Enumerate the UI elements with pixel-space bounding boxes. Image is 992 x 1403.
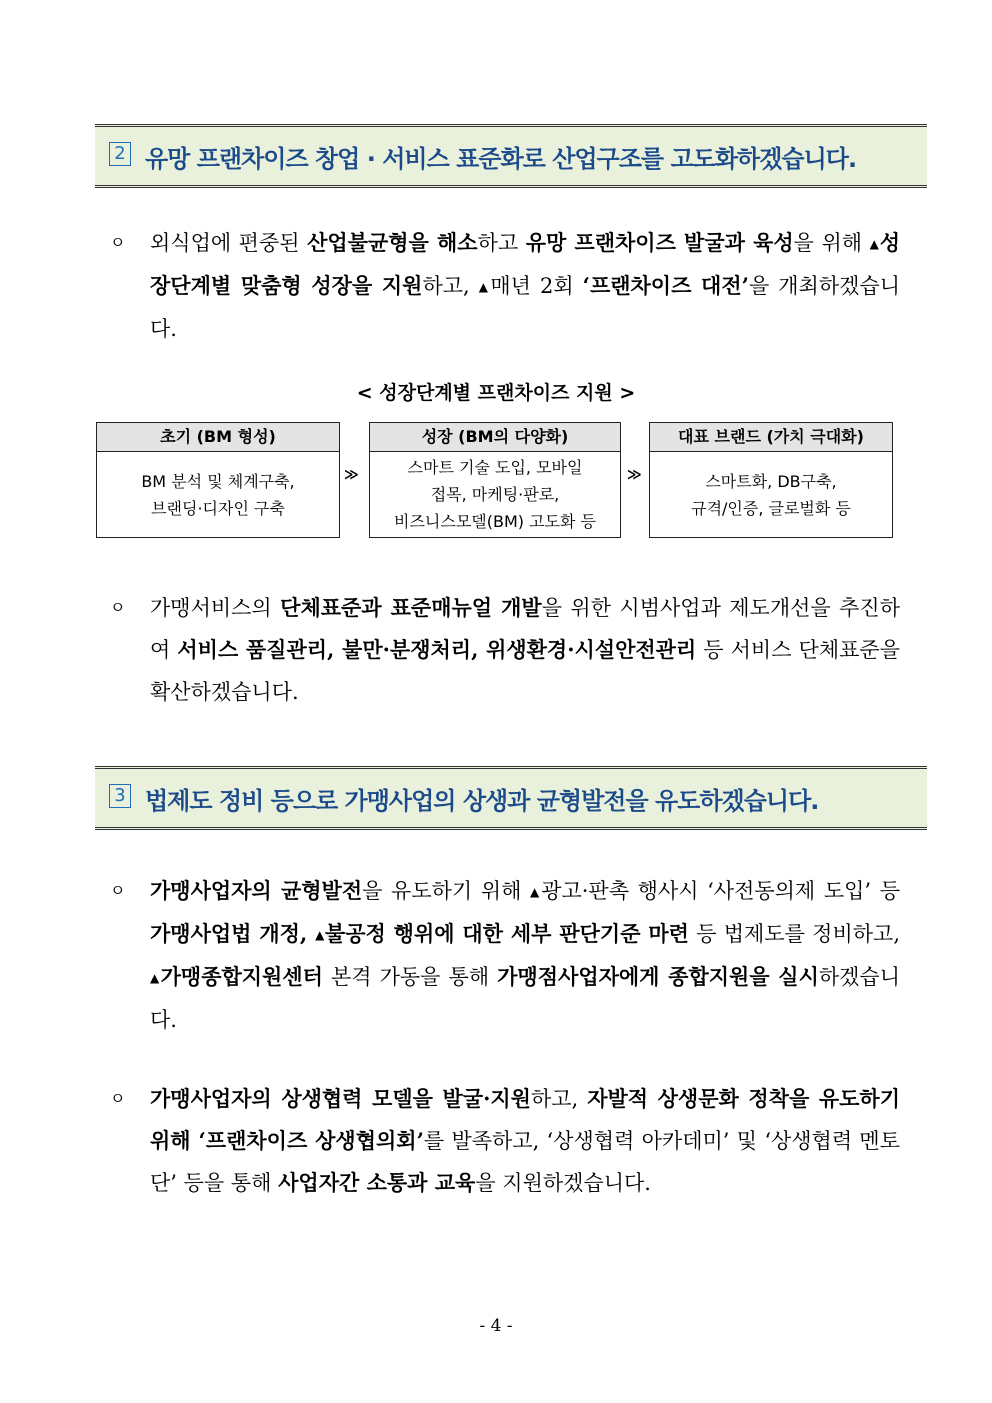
stage-box-representative [649, 422, 893, 538]
text-run: 을 위해 [793, 231, 870, 255]
text-run: 가맹서비스의 [150, 596, 281, 620]
paragraph-text [150, 870, 900, 1041]
text-run: 외식업에 편중된 [150, 231, 308, 255]
bold-run: 유망 프랜차이즈 발굴과 육성 [525, 230, 794, 255]
text-run: 하고, [422, 274, 479, 298]
text-run: 등 서비스 단체표준을 확산하겠습니다. [150, 638, 900, 704]
text-run: 하고, [530, 1087, 588, 1111]
bold-run: 불공정 행위에 대한 세부 판단기준 마련 [324, 921, 689, 946]
text-run: 매년 2회 [490, 274, 583, 298]
text-run: 을 유도하기 위해 [362, 879, 530, 903]
bold-run: 가맹사업자의 상생협력 모델을 발굴·지원 [150, 1086, 531, 1111]
section-3-header [95, 766, 927, 830]
text-run: 를 발족하고, ‘상생협력 아카데미’ 및 ‘상생협력 멘토단’ 등을 통해 [150, 1129, 900, 1195]
stage-line: 스마트화, DB구축, [705, 471, 837, 491]
section-2-header [95, 124, 927, 188]
text-run: 을 개최하겠습니다. [150, 274, 900, 341]
section-title: 유망 프랜차이즈 창업 · 서비스 표준화로 산업구조를 고도화하겠습니다. [145, 145, 857, 173]
text-run: 본격 가동을 통해 [322, 965, 498, 989]
bold-run: ‘프랜차이즈 대전’ [582, 273, 749, 298]
bold-run: 사업자간 소통과 교육 [278, 1170, 476, 1195]
stage-line: 스마트 기술 도입, 모바일 [407, 458, 583, 477]
triangle-marker-icon: ▲ [315, 928, 325, 942]
bullet: ㅇ [110, 233, 126, 252]
paragraph-text [150, 587, 900, 713]
double-chevron-icon: ≫ [627, 467, 642, 483]
stage-body [369, 451, 621, 538]
stage-line: 규격/인증, 글로벌화 등 [691, 498, 851, 518]
text-run: 하겠습니다. [150, 965, 901, 1032]
bold-run: 산업불균형을 해소 [307, 230, 478, 255]
stage-body [649, 451, 893, 538]
text-run: 을 위한 시범사업과 제도개선을 추진하여 [150, 596, 900, 662]
paragraph-4 [110, 1078, 900, 1204]
stage-line: BM 분석 및 체계구축, [141, 471, 295, 491]
paragraph-1 [110, 222, 900, 350]
double-chevron-icon: ≫ [344, 467, 359, 483]
triangle-marker-icon: ▲ [530, 885, 542, 899]
paragraph-text [150, 222, 900, 350]
bold-run: 성장단계별 맞춤형 성장을 지원 [150, 230, 901, 298]
bullet: ㅇ [110, 881, 126, 900]
triangle-marker-icon: ▲ [150, 971, 161, 985]
stage-box-growth [369, 422, 621, 538]
section-title: 법제도 정비 등으로 가맹사업의 상생과 균형발전을 유도하겠습니다. [145, 787, 819, 815]
section-number: 2 [109, 142, 131, 166]
stage-head: 성장 (BM의 다양화) [369, 422, 621, 452]
stage-line: 접목, 마케팅·판로, [430, 485, 560, 504]
text-run: 광고·판촉 행사시 ‘사전동의제 도입’ 등 [541, 879, 900, 903]
triangle-marker-icon: ▲ [869, 237, 880, 251]
bold-run: 단체표준과 표준매뉴얼 개발 [280, 595, 542, 620]
bold-run: 가맹종합지원센터 [160, 964, 323, 989]
text-run: 을 지원하겠습니다. [475, 1171, 651, 1195]
text-run: 하고 [477, 231, 526, 255]
stage-body [96, 451, 340, 538]
stage-line: 브랜딩·디자인 구축 [151, 498, 285, 518]
bold-run: 서비스 품질관리, 불만·분쟁처리, 위생환경·시설안전관리 [177, 637, 697, 662]
stage-line: 비즈니스모델(BM) 고도화 등 [394, 512, 596, 531]
paragraph-2 [110, 587, 900, 713]
bullet: ㅇ [110, 1089, 126, 1108]
triangle-marker-icon: ▲ [478, 280, 491, 294]
bullet: ㅇ [110, 598, 126, 617]
diagram-title: < 성장단계별 프랜차이즈 지원 > [356, 382, 636, 404]
stage-head: 초기 (BM 형성) [96, 422, 340, 452]
bold-run: 자발적 상생문화 정착을 유도하기 위해 ‘프랜차이즈 상생협의회’ [150, 1086, 900, 1153]
text-run: 등 법제도를 정비하고, [688, 922, 900, 946]
page-number: - 4 - [479, 1316, 513, 1336]
stage-box-initial [96, 422, 340, 538]
section-number: 3 [109, 784, 131, 808]
paragraph-text [150, 1078, 900, 1204]
bold-run: 가맹사업자의 균형발전 [150, 878, 363, 903]
stage-head: 대표 브랜드 (가치 극대화) [649, 422, 893, 452]
paragraph-3 [110, 870, 900, 1041]
bold-run: 가맹사업법 개정, [150, 921, 316, 946]
bold-run: 가맹점사업자에게 종합지원을 실시 [497, 964, 819, 989]
